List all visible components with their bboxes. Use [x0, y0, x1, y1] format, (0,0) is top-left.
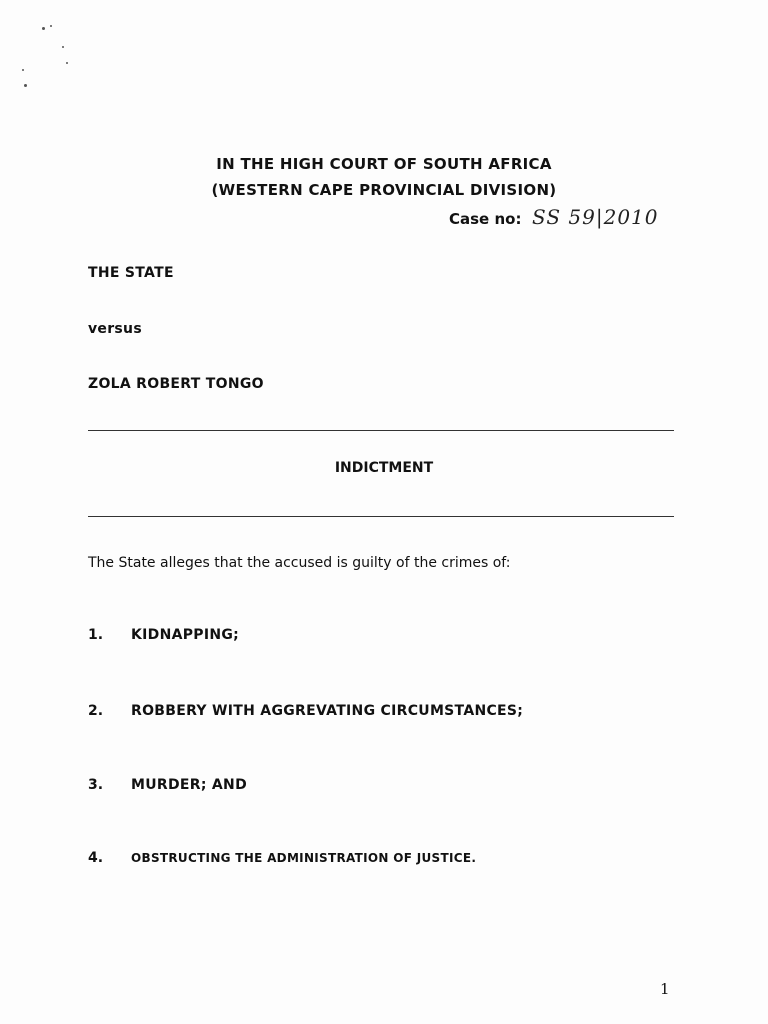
scan-speck	[66, 62, 68, 64]
case-number-handwritten: SS 59|2010	[532, 205, 659, 229]
divider-top	[88, 430, 674, 431]
crime-text: MURDER; AND	[131, 777, 247, 793]
crime-number: 3.	[88, 777, 104, 793]
scan-speck	[22, 69, 24, 71]
crime-number: 1.	[88, 627, 104, 643]
intro-text: The State alleges that the accused is guilty of the crimes of:	[88, 555, 511, 571]
party-state: THE STATE	[88, 265, 174, 281]
page-number: 1	[660, 980, 670, 998]
versus-text: versus	[88, 321, 142, 337]
scan-speck	[42, 27, 45, 30]
crime-text: KIDNAPPING;	[131, 627, 240, 643]
divider-bottom	[88, 516, 674, 517]
crime-number: 2.	[88, 703, 104, 719]
scan-speck	[50, 25, 52, 27]
scan-speck	[62, 46, 64, 48]
crime-text: ROBBERY WITH AGGREVATING CIRCUMSTANCES;	[131, 703, 524, 719]
document-title: INDICTMENT	[334, 460, 434, 476]
case-number-label: Case no:	[449, 210, 522, 228]
scan-speck	[24, 84, 27, 87]
crime-text: OBSTRUCTING THE ADMINISTRATION OF JUSTICE.	[131, 851, 477, 865]
accused-name: ZOLA ROBERT TONGO	[88, 376, 264, 392]
division-heading: (WESTERN CAPE PROVINCIAL DIVISION)	[211, 181, 557, 199]
court-heading: IN THE HIGH COURT OF SOUTH AFRICA	[216, 155, 552, 173]
crime-number: 4.	[88, 850, 104, 866]
